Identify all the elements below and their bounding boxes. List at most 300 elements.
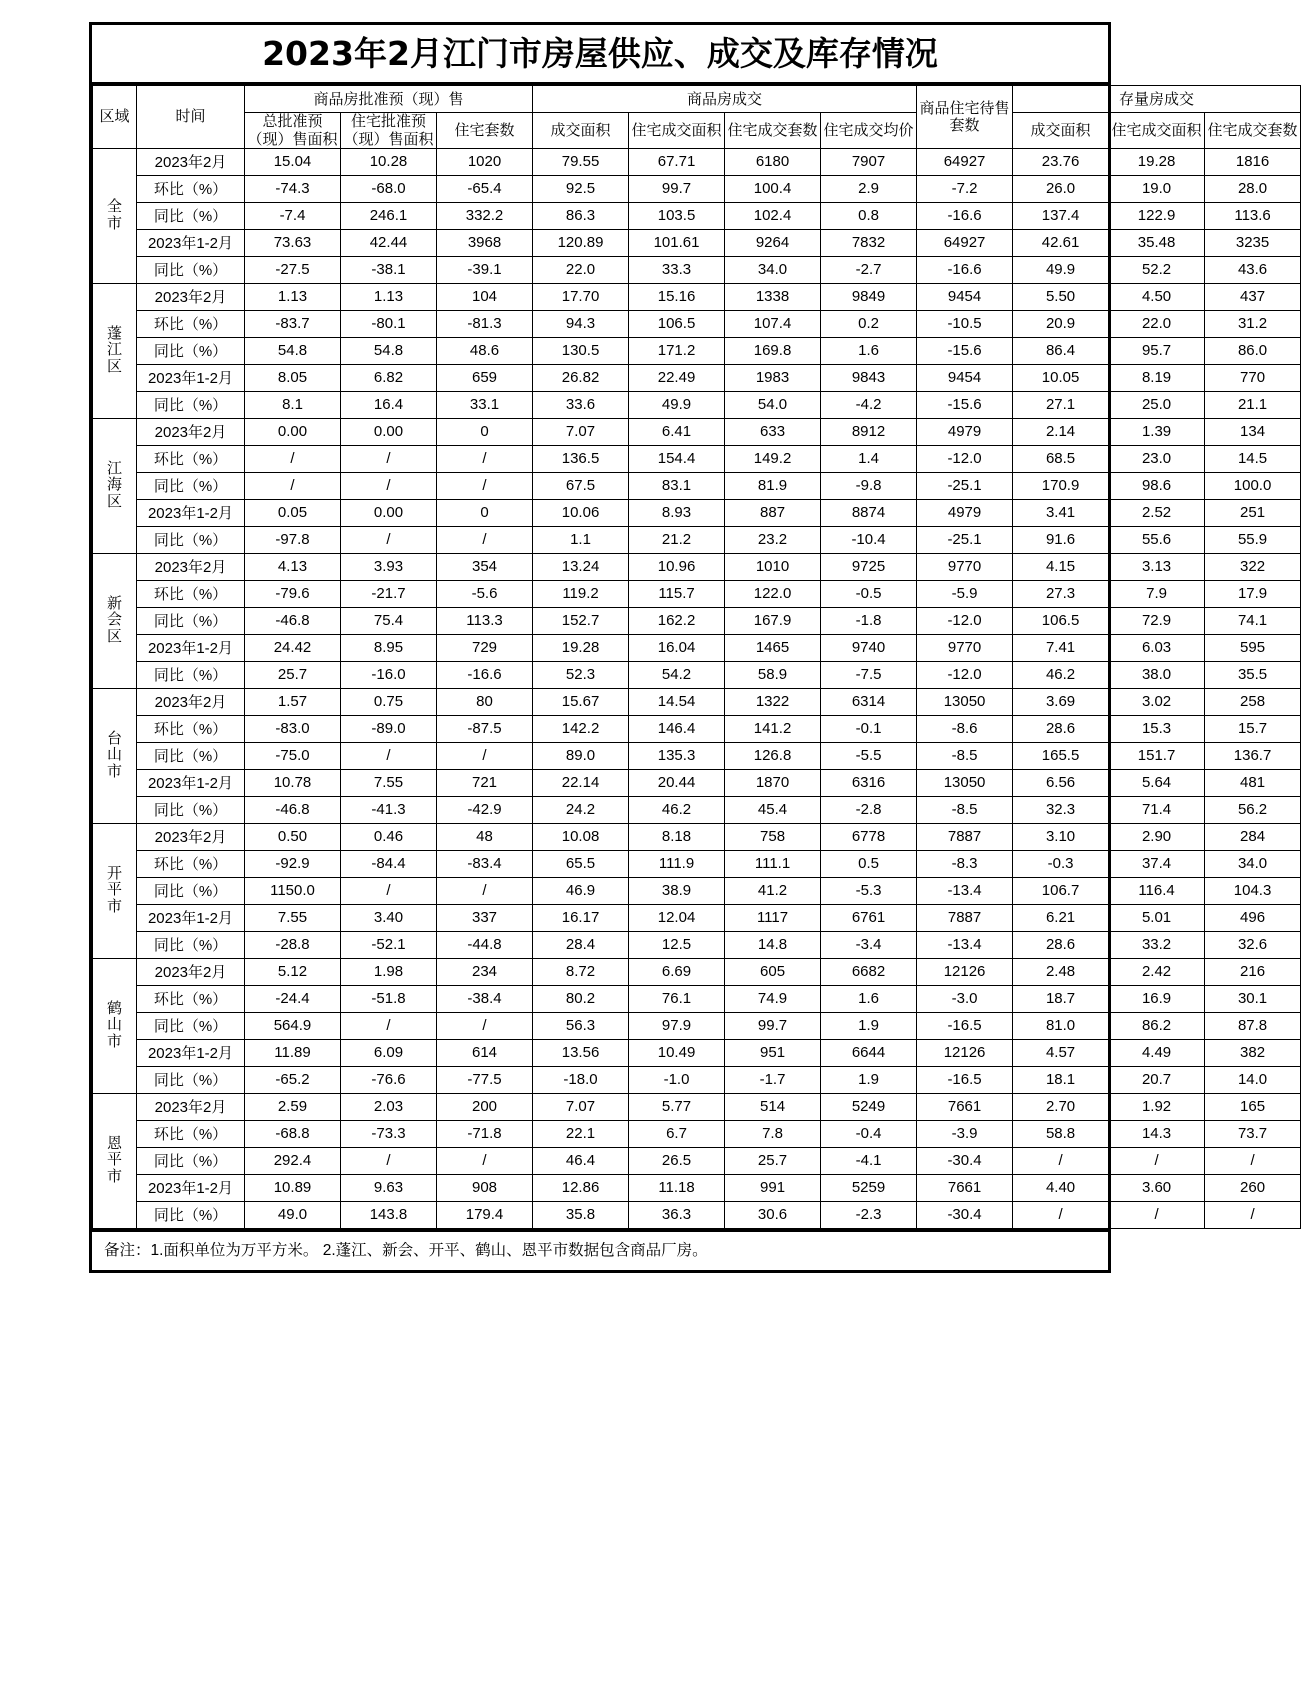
table-cell: -4.1	[821, 1147, 917, 1174]
table-cell: -4.2	[821, 391, 917, 418]
region-label: 江 海 区	[93, 418, 137, 553]
table-cell: 46.4	[533, 1147, 629, 1174]
table-cell: 33.3	[629, 256, 725, 283]
table-cell: -30.4	[917, 1201, 1013, 1228]
table-cell: -76.6	[341, 1066, 437, 1093]
table-cell: 35.48	[1109, 229, 1205, 256]
table-cell: -24.4	[245, 985, 341, 1012]
table-cell: 45.4	[725, 796, 821, 823]
table-cell: 7.8	[725, 1120, 821, 1147]
table-cell: 74.9	[725, 985, 821, 1012]
table-cell: -8.5	[917, 796, 1013, 823]
table-cell: 9.63	[341, 1174, 437, 1201]
table-cell: -74.3	[245, 175, 341, 202]
table-cell: 13050	[917, 769, 1013, 796]
table-cell: 23.0	[1109, 445, 1205, 472]
table-cell: -8.6	[917, 715, 1013, 742]
table-cell: -0.5	[821, 580, 917, 607]
table-cell: 136.5	[533, 445, 629, 472]
table-cell: 165.5	[1013, 742, 1109, 769]
table-row	[93, 931, 1301, 958]
table-cell: 58.9	[725, 661, 821, 688]
table-cell: 143.8	[341, 1201, 437, 1228]
table-cell: 1870	[725, 769, 821, 796]
table-cell: 56.3	[533, 1012, 629, 1039]
table-cell: 9725	[821, 553, 917, 580]
table-cell: 30.1	[1205, 985, 1301, 1012]
table-cell: -51.8	[341, 985, 437, 1012]
table-cell: 37.4	[1109, 850, 1205, 877]
table-cell: 46.2	[629, 796, 725, 823]
table-row	[93, 499, 1301, 526]
table-cell: 13.56	[533, 1039, 629, 1066]
table-cell: 6.03	[1109, 634, 1205, 661]
table-cell: 43.6	[1205, 256, 1301, 283]
table-cell: 103.5	[629, 202, 725, 229]
table-cell: 6761	[821, 904, 917, 931]
table-cell: 0	[437, 418, 533, 445]
table-cell: 34.0	[725, 256, 821, 283]
table-cell: 9770	[917, 553, 1013, 580]
period-label: 同比（%）	[137, 742, 245, 769]
table-cell: 15.04	[245, 148, 341, 175]
table-cell: 9454	[917, 283, 1013, 310]
table-cell: 4.15	[1013, 553, 1109, 580]
table-cell: 10.89	[245, 1174, 341, 1201]
table-cell: 101.61	[629, 229, 725, 256]
period-label: 同比（%）	[137, 526, 245, 553]
table-cell: /	[341, 742, 437, 769]
table-cell: -71.8	[437, 1120, 533, 1147]
table-cell: -3.4	[821, 931, 917, 958]
table-cell: -10.5	[917, 310, 1013, 337]
table-cell: -65.2	[245, 1066, 341, 1093]
table-cell: -5.3	[821, 877, 917, 904]
table-cell: -15.6	[917, 337, 1013, 364]
table-cell: 758	[725, 823, 821, 850]
table-cell: 1816	[1205, 148, 1301, 175]
table-cell: 0.75	[341, 688, 437, 715]
table-cell: 5.01	[1109, 904, 1205, 931]
header-group-deal: 商品房成交	[533, 86, 917, 113]
table-cell: 171.2	[629, 337, 725, 364]
table-cell: 167.9	[725, 607, 821, 634]
table-cell: 1.92	[1109, 1093, 1205, 1120]
table-cell: 7.41	[1013, 634, 1109, 661]
table-cell: 595	[1205, 634, 1301, 661]
table-cell: /	[341, 1147, 437, 1174]
table-cell: 564.9	[245, 1012, 341, 1039]
region-label: 恩 平 市	[93, 1093, 137, 1228]
table-cell: 113.6	[1205, 202, 1301, 229]
period-label: 同比（%）	[137, 202, 245, 229]
table-cell: -68.8	[245, 1120, 341, 1147]
table-cell: 3.02	[1109, 688, 1205, 715]
table-cell: 79.55	[533, 148, 629, 175]
table-cell: 68.5	[1013, 445, 1109, 472]
table-cell: 137.4	[1013, 202, 1109, 229]
table-cell: 22.0	[1109, 310, 1205, 337]
table-cell: 5.77	[629, 1093, 725, 1120]
table-row	[93, 715, 1301, 742]
table-cell: /	[437, 742, 533, 769]
table-cell: 6.7	[629, 1120, 725, 1147]
table-cell: 12.5	[629, 931, 725, 958]
period-label: 环比（%）	[137, 850, 245, 877]
table-cell: 116.4	[1109, 877, 1205, 904]
period-label: 同比（%）	[137, 1201, 245, 1228]
table-cell: 97.9	[629, 1012, 725, 1039]
table-cell: 7.55	[245, 904, 341, 931]
period-label: 2023年2月	[137, 958, 245, 985]
table-cell: 1020	[437, 148, 533, 175]
table-cell: 86.3	[533, 202, 629, 229]
table-cell: -81.3	[437, 310, 533, 337]
table-cell: /	[1109, 1147, 1205, 1174]
table-cell: 17.70	[533, 283, 629, 310]
table-cell: -65.4	[437, 175, 533, 202]
table-cell: 1.6	[821, 337, 917, 364]
table-cell: -9.8	[821, 472, 917, 499]
table-cell: 0.5	[821, 850, 917, 877]
table-cell: 54.0	[725, 391, 821, 418]
table-row	[93, 175, 1301, 202]
table-cell: -87.5	[437, 715, 533, 742]
table-cell: 80	[437, 688, 533, 715]
table-cell: 951	[725, 1039, 821, 1066]
period-label: 同比（%）	[137, 931, 245, 958]
table-cell: 3.41	[1013, 499, 1109, 526]
table-cell: 122.9	[1109, 202, 1205, 229]
table-cell: 26.82	[533, 364, 629, 391]
table-cell: 3.93	[341, 553, 437, 580]
table-cell: 38.9	[629, 877, 725, 904]
table-cell: -0.4	[821, 1120, 917, 1147]
table-cell: 16.04	[629, 634, 725, 661]
table-row	[93, 364, 1301, 391]
table-cell: 54.2	[629, 661, 725, 688]
period-label: 同比（%）	[137, 796, 245, 823]
table-cell: 4979	[917, 499, 1013, 526]
table-cell: 81.9	[725, 472, 821, 499]
table-cell: 514	[725, 1093, 821, 1120]
table-cell: 991	[725, 1174, 821, 1201]
table-cell: 3.10	[1013, 823, 1109, 850]
table-cell: 111.9	[629, 850, 725, 877]
table-row	[93, 472, 1301, 499]
table-cell: 260	[1205, 1174, 1301, 1201]
table-row	[93, 337, 1301, 364]
table-row	[93, 823, 1301, 850]
table-cell: 24.42	[245, 634, 341, 661]
table-cell: 98.6	[1109, 472, 1205, 499]
table-cell: 0.00	[245, 418, 341, 445]
table-cell: 0.00	[341, 418, 437, 445]
table-cell: -0.1	[821, 715, 917, 742]
table-cell: 151.7	[1109, 742, 1205, 769]
table-cell: /	[1205, 1147, 1301, 1174]
table-cell: 1.13	[341, 283, 437, 310]
table-cell: 54.8	[245, 337, 341, 364]
table-row	[93, 202, 1301, 229]
table-head	[93, 86, 1301, 149]
table-cell: -28.8	[245, 931, 341, 958]
table-cell: 27.1	[1013, 391, 1109, 418]
table-cell: 605	[725, 958, 821, 985]
table-cell: -7.5	[821, 661, 917, 688]
table-cell: 135.3	[629, 742, 725, 769]
period-label: 同比（%）	[137, 877, 245, 904]
table-cell: -38.4	[437, 985, 533, 1012]
table-cell: 76.1	[629, 985, 725, 1012]
table-cell: 10.05	[1013, 364, 1109, 391]
table-cell: 6.82	[341, 364, 437, 391]
table-cell: 2.70	[1013, 1093, 1109, 1120]
table-cell: 19.28	[1109, 148, 1205, 175]
table-cell: 9849	[821, 283, 917, 310]
table-cell: 49.9	[1013, 256, 1109, 283]
table-cell: 2.9	[821, 175, 917, 202]
table-cell: 18.1	[1013, 1066, 1109, 1093]
table-cell: 71.4	[1109, 796, 1205, 823]
period-label: 同比（%）	[137, 337, 245, 364]
table-cell: 28.0	[1205, 175, 1301, 202]
table-row	[93, 1147, 1301, 1174]
table-cell: 67.71	[629, 148, 725, 175]
table-cell: 113.3	[437, 607, 533, 634]
table-cell: -38.1	[341, 256, 437, 283]
table-row	[93, 283, 1301, 310]
table-cell: 36.3	[629, 1201, 725, 1228]
header-col-residential-units: 住宅套数	[437, 113, 533, 149]
period-label: 2023年2月	[137, 148, 245, 175]
table-cell: 7661	[917, 1093, 1013, 1120]
table-cell: 12.86	[533, 1174, 629, 1201]
table-cell: 1117	[725, 904, 821, 931]
period-label: 同比（%）	[137, 661, 245, 688]
table-cell: 337	[437, 904, 533, 931]
table-cell: 8874	[821, 499, 917, 526]
table-cell: 95.7	[1109, 337, 1205, 364]
table-cell: 18.7	[1013, 985, 1109, 1012]
table-cell: 3.60	[1109, 1174, 1205, 1201]
table-cell: 4.49	[1109, 1039, 1205, 1066]
header-group-presale: 商品房批准预（现）售	[245, 86, 533, 113]
period-label: 2023年2月	[137, 283, 245, 310]
period-label: 2023年2月	[137, 823, 245, 850]
table-cell: 49.9	[629, 391, 725, 418]
table-cell: 2.90	[1109, 823, 1205, 850]
table-cell: 7.07	[533, 1093, 629, 1120]
table-cell: 106.5	[629, 310, 725, 337]
table-cell: 21.1	[1205, 391, 1301, 418]
table-cell: -2.3	[821, 1201, 917, 1228]
table-cell: -83.4	[437, 850, 533, 877]
table-cell: 659	[437, 364, 533, 391]
table-cell: 0	[437, 499, 533, 526]
period-label: 环比（%）	[137, 715, 245, 742]
table-cell: 64927	[917, 148, 1013, 175]
table-cell: 32.3	[1013, 796, 1109, 823]
table-cell: 49.0	[245, 1201, 341, 1228]
table-cell: 26.5	[629, 1147, 725, 1174]
table-cell: -1.8	[821, 607, 917, 634]
table-cell: 38.0	[1109, 661, 1205, 688]
table-cell: 86.4	[1013, 337, 1109, 364]
table-cell: 100.0	[1205, 472, 1301, 499]
table-cell: 87.8	[1205, 1012, 1301, 1039]
table-cell: 9770	[917, 634, 1013, 661]
table-cell: /	[341, 472, 437, 499]
table-cell: 136.7	[1205, 742, 1301, 769]
table-row	[93, 1093, 1301, 1120]
table-cell: 11.89	[245, 1039, 341, 1066]
region-label: 台 山 市	[93, 688, 137, 823]
header-col-residential-deal-units: 住宅成交套数	[725, 113, 821, 149]
housing-statistics-table	[92, 85, 1301, 1229]
table-cell: /	[437, 472, 533, 499]
header-region: 区域	[93, 86, 137, 149]
table-cell: 22.14	[533, 769, 629, 796]
table-cell: -7.4	[245, 202, 341, 229]
table-cell: -13.4	[917, 877, 1013, 904]
table-cell: 7887	[917, 823, 1013, 850]
table-row	[93, 904, 1301, 931]
table-cell: -25.1	[917, 472, 1013, 499]
table-cell: /	[437, 1147, 533, 1174]
table-cell: 1.9	[821, 1066, 917, 1093]
table-cell: -16.6	[917, 256, 1013, 283]
header-row-groups	[93, 86, 1301, 113]
table-cell: 48.6	[437, 337, 533, 364]
table-cell: -16.5	[917, 1066, 1013, 1093]
table-cell: /	[437, 1012, 533, 1039]
table-cell: 3235	[1205, 229, 1301, 256]
table-cell: 10.96	[629, 553, 725, 580]
table-cell: 9454	[917, 364, 1013, 391]
table-row	[93, 391, 1301, 418]
table-cell: 15.16	[629, 283, 725, 310]
table-cell: /	[341, 445, 437, 472]
table-cell: -5.5	[821, 742, 917, 769]
table-cell: -44.8	[437, 931, 533, 958]
table-cell: 15.67	[533, 688, 629, 715]
table-cell: 179.4	[437, 1201, 533, 1228]
table-cell: 58.8	[1013, 1120, 1109, 1147]
table-cell: 11.18	[629, 1174, 725, 1201]
table-cell: 19.0	[1109, 175, 1205, 202]
table-cell: -83.0	[245, 715, 341, 742]
table-cell: 28.4	[533, 931, 629, 958]
table-cell: 4.57	[1013, 1039, 1109, 1066]
table-cell: 99.7	[629, 175, 725, 202]
table-cell: 92.5	[533, 175, 629, 202]
table-cell: -77.5	[437, 1066, 533, 1093]
table-cell: 26.0	[1013, 175, 1109, 202]
period-label: 2023年1-2月	[137, 229, 245, 256]
table-cell: 28.6	[1013, 931, 1109, 958]
table-row	[93, 553, 1301, 580]
table-row	[93, 1066, 1301, 1093]
table-cell: 56.2	[1205, 796, 1301, 823]
table-cell: 6644	[821, 1039, 917, 1066]
table-cell: 111.1	[725, 850, 821, 877]
table-cell: -13.4	[917, 931, 1013, 958]
table-cell: 496	[1205, 904, 1301, 931]
table-cell: -2.8	[821, 796, 917, 823]
region-label: 全 市	[93, 148, 137, 283]
table-cell: -27.5	[245, 256, 341, 283]
table-cell: 15.7	[1205, 715, 1301, 742]
table-cell: 5.12	[245, 958, 341, 985]
table-cell: -73.3	[341, 1120, 437, 1147]
table-cell: 8.95	[341, 634, 437, 661]
table-cell: 6314	[821, 688, 917, 715]
header-group-existing: 存量房成交	[1013, 86, 1301, 113]
table-cell: 52.3	[533, 661, 629, 688]
table-cell: /	[1109, 1201, 1205, 1228]
table-cell: 8.72	[533, 958, 629, 985]
table-cell: -2.7	[821, 256, 917, 283]
table-cell: 33.1	[437, 391, 533, 418]
table-cell: 5249	[821, 1093, 917, 1120]
period-label: 2023年2月	[137, 418, 245, 445]
period-label: 2023年1-2月	[137, 634, 245, 661]
table-cell: /	[1013, 1201, 1109, 1228]
period-label: 环比（%）	[137, 985, 245, 1012]
period-label: 2023年2月	[137, 1093, 245, 1120]
table-row	[93, 1120, 1301, 1147]
table-cell: 14.3	[1109, 1120, 1205, 1147]
table-cell: 3.69	[1013, 688, 1109, 715]
table-cell: 4.40	[1013, 1174, 1109, 1201]
table-cell: -12.0	[917, 661, 1013, 688]
table-cell: 146.4	[629, 715, 725, 742]
table-cell: 81.0	[1013, 1012, 1109, 1039]
table-cell: 100.4	[725, 175, 821, 202]
table-row	[93, 958, 1301, 985]
period-label: 环比（%）	[137, 445, 245, 472]
table-cell: 10.08	[533, 823, 629, 850]
table-cell: 141.2	[725, 715, 821, 742]
table-cell: 91.6	[1013, 526, 1109, 553]
table-cell: 6180	[725, 148, 821, 175]
table-cell: 16.9	[1109, 985, 1205, 1012]
table-cell: /	[437, 445, 533, 472]
table-cell: 2.59	[245, 1093, 341, 1120]
period-label: 同比（%）	[137, 1147, 245, 1174]
table-cell: 3.40	[341, 904, 437, 931]
table-cell: 770	[1205, 364, 1301, 391]
table-cell: -46.8	[245, 607, 341, 634]
period-label: 环比（%）	[137, 310, 245, 337]
period-label: 2023年2月	[137, 553, 245, 580]
table-row	[93, 418, 1301, 445]
table-cell: 246.1	[341, 202, 437, 229]
table-cell: 106.5	[1013, 607, 1109, 634]
table-cell: 216	[1205, 958, 1301, 985]
table-cell: -52.1	[341, 931, 437, 958]
table-cell: 14.5	[1205, 445, 1301, 472]
table-cell: 7832	[821, 229, 917, 256]
table-cell: 1150.0	[245, 877, 341, 904]
table-cell: 887	[725, 499, 821, 526]
table-cell: 170.9	[1013, 472, 1109, 499]
table-row	[93, 634, 1301, 661]
table-cell: 21.2	[629, 526, 725, 553]
table-cell: 1.1	[533, 526, 629, 553]
table-cell: 86.2	[1109, 1012, 1205, 1039]
